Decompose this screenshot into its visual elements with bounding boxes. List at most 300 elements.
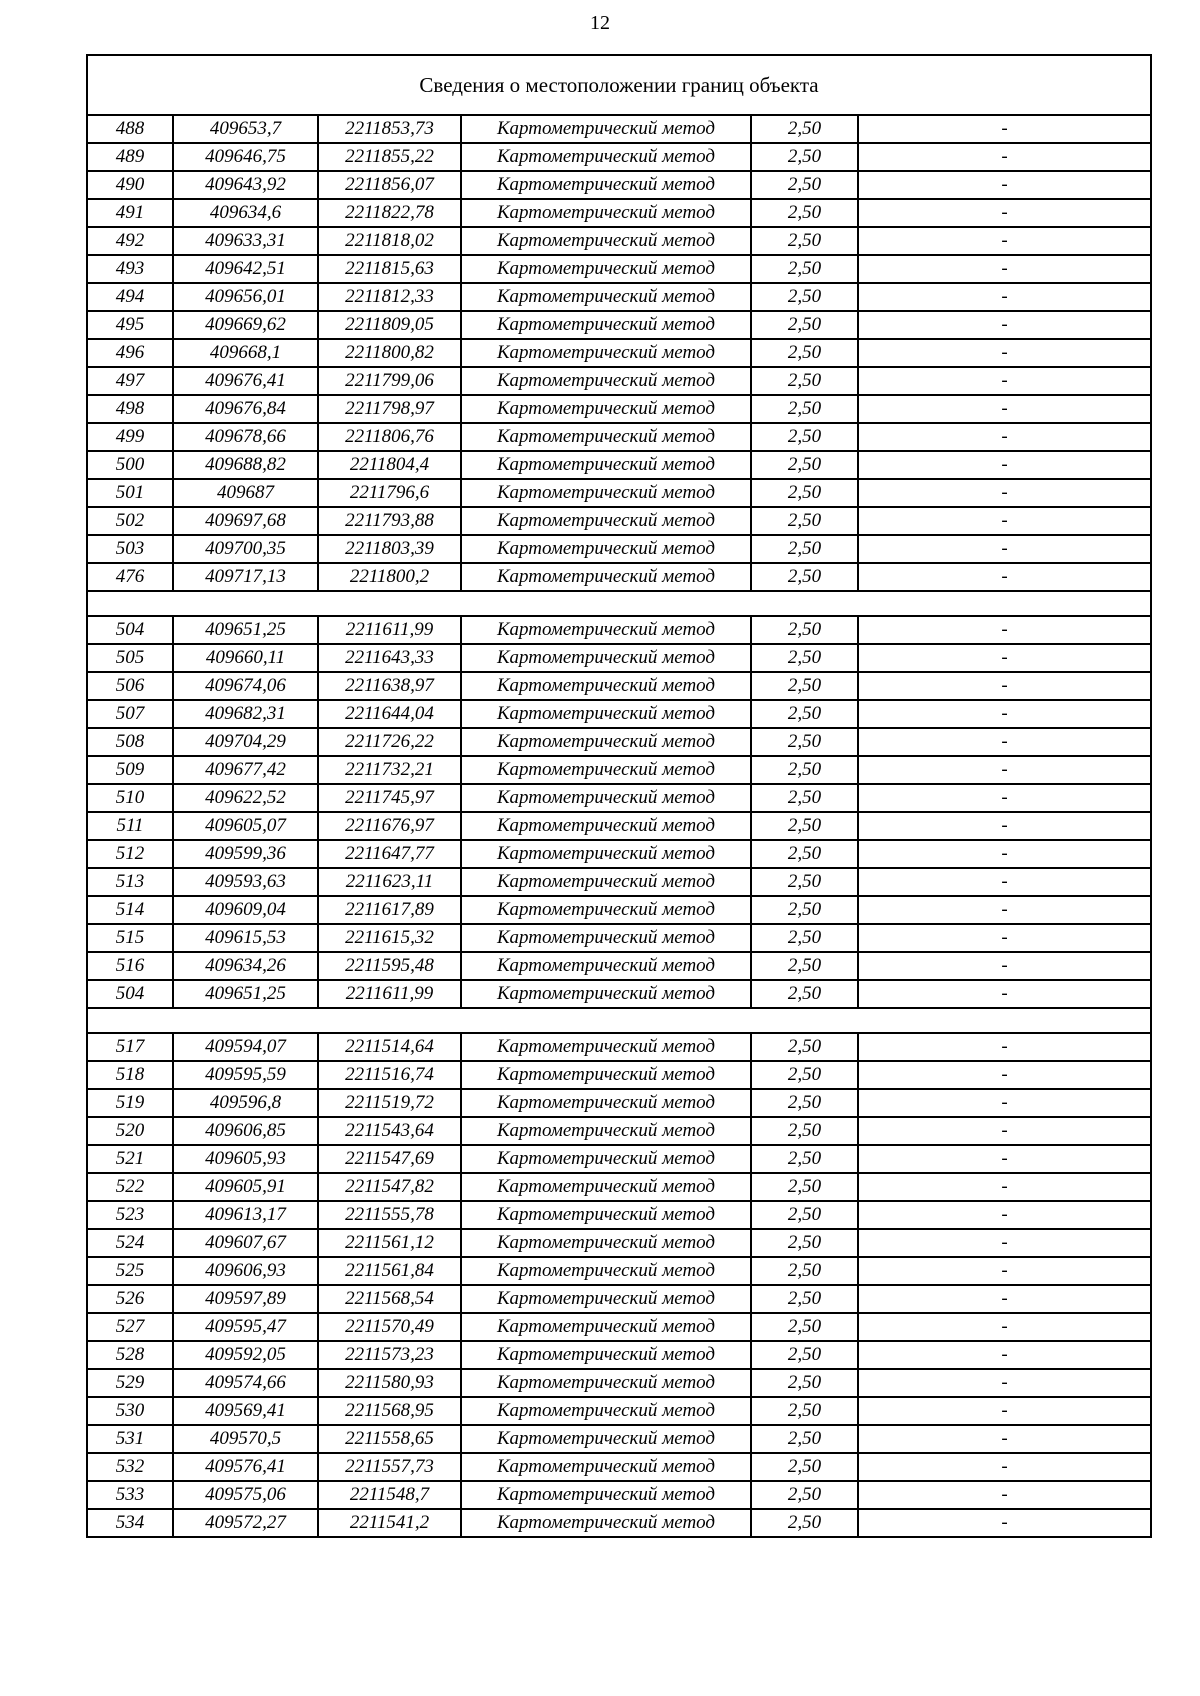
- y-coordinate-cell: 2211557,73: [318, 1453, 461, 1481]
- description-cell: -: [858, 311, 1151, 339]
- table-row: [87, 339, 1151, 367]
- accuracy-cell: 2,50: [751, 1481, 858, 1509]
- accuracy-cell: 2,50: [751, 1257, 858, 1285]
- table-row: [87, 1173, 1151, 1201]
- table-row: [87, 896, 1151, 924]
- accuracy-cell: 2,50: [751, 227, 858, 255]
- y-coordinate-cell: 2211548,7: [318, 1481, 461, 1509]
- x-coordinate-cell: 409674,06: [173, 672, 318, 700]
- description-cell: -: [858, 868, 1151, 896]
- y-coordinate-cell: 2211617,89: [318, 896, 461, 924]
- accuracy-cell: 2,50: [751, 1145, 858, 1173]
- method-cell: Картометрический метод: [461, 535, 751, 563]
- accuracy-cell: 2,50: [751, 367, 858, 395]
- description-cell: -: [858, 1369, 1151, 1397]
- table-row: [87, 451, 1151, 479]
- description-cell: -: [858, 1313, 1151, 1341]
- accuracy-cell: 2,50: [751, 115, 858, 143]
- method-cell: Картометрический метод: [461, 924, 751, 952]
- description-cell: -: [858, 367, 1151, 395]
- group-separator-cell: [87, 1008, 1151, 1033]
- accuracy-cell: 2,50: [751, 507, 858, 535]
- table-row: [87, 1089, 1151, 1117]
- description-cell: -: [858, 616, 1151, 644]
- description-cell: -: [858, 479, 1151, 507]
- x-coordinate-cell: 409576,41: [173, 1453, 318, 1481]
- y-coordinate-cell: 2211638,97: [318, 672, 461, 700]
- method-cell: Картометрический метод: [461, 1201, 751, 1229]
- table-row: [87, 1257, 1151, 1285]
- description-cell: -: [858, 199, 1151, 227]
- point-number-cell: 496: [87, 339, 173, 367]
- description-cell: -: [858, 1425, 1151, 1453]
- accuracy-cell: 2,50: [751, 756, 858, 784]
- point-number-cell: 518: [87, 1061, 173, 1089]
- table-row: [87, 700, 1151, 728]
- y-coordinate-cell: 2211796,6: [318, 479, 461, 507]
- table-row: [87, 1341, 1151, 1369]
- accuracy-cell: 2,50: [751, 1341, 858, 1369]
- table-row: [87, 1313, 1151, 1341]
- method-cell: Картометрический метод: [461, 1173, 751, 1201]
- accuracy-cell: 2,50: [751, 1313, 858, 1341]
- method-cell: Картометрический метод: [461, 952, 751, 980]
- table-row: [87, 1229, 1151, 1257]
- table-row: [87, 840, 1151, 868]
- method-cell: Картометрический метод: [461, 1285, 751, 1313]
- table-row: [87, 143, 1151, 171]
- x-coordinate-cell: 409605,93: [173, 1145, 318, 1173]
- accuracy-cell: 2,50: [751, 479, 858, 507]
- method-cell: Картометрический метод: [461, 672, 751, 700]
- point-number-cell: 489: [87, 143, 173, 171]
- point-number-cell: 499: [87, 423, 173, 451]
- table-row: [87, 563, 1151, 591]
- method-cell: Картометрический метод: [461, 115, 751, 143]
- y-coordinate-cell: 2211800,82: [318, 339, 461, 367]
- method-cell: Картометрический метод: [461, 1033, 751, 1061]
- accuracy-cell: 2,50: [751, 924, 858, 952]
- x-coordinate-cell: 409605,91: [173, 1173, 318, 1201]
- point-number-cell: 500: [87, 451, 173, 479]
- point-number-cell: 510: [87, 784, 173, 812]
- method-cell: Картометрический метод: [461, 700, 751, 728]
- accuracy-cell: 2,50: [751, 1033, 858, 1061]
- point-number-cell: 504: [87, 616, 173, 644]
- description-cell: -: [858, 1481, 1151, 1509]
- method-cell: Картометрический метод: [461, 896, 751, 924]
- point-number-cell: 490: [87, 171, 173, 199]
- x-coordinate-cell: 409651,25: [173, 616, 318, 644]
- point-number-cell: 530: [87, 1397, 173, 1425]
- accuracy-cell: 2,50: [751, 143, 858, 171]
- x-coordinate-cell: 409688,82: [173, 451, 318, 479]
- y-coordinate-cell: 2211856,07: [318, 171, 461, 199]
- method-cell: Картометрический метод: [461, 616, 751, 644]
- table-row: [87, 868, 1151, 896]
- accuracy-cell: 2,50: [751, 1061, 858, 1089]
- y-coordinate-cell: 2211561,84: [318, 1257, 461, 1285]
- accuracy-cell: 2,50: [751, 171, 858, 199]
- accuracy-cell: 2,50: [751, 535, 858, 563]
- table-row: [87, 283, 1151, 311]
- accuracy-cell: 2,50: [751, 952, 858, 980]
- y-coordinate-cell: 2211570,49: [318, 1313, 461, 1341]
- y-coordinate-cell: 2211644,04: [318, 700, 461, 728]
- method-cell: Картометрический метод: [461, 283, 751, 311]
- description-cell: -: [858, 1033, 1151, 1061]
- point-number-cell: 520: [87, 1117, 173, 1145]
- description-cell: -: [858, 423, 1151, 451]
- method-cell: Картометрический метод: [461, 507, 751, 535]
- x-coordinate-cell: 409642,51: [173, 255, 318, 283]
- point-number-cell: 507: [87, 700, 173, 728]
- y-coordinate-cell: 2211818,02: [318, 227, 461, 255]
- table-row: [87, 227, 1151, 255]
- accuracy-cell: 2,50: [751, 1509, 858, 1537]
- method-cell: Картометрический метод: [461, 980, 751, 1008]
- x-coordinate-cell: 409697,68: [173, 507, 318, 535]
- table-row: [87, 1369, 1151, 1397]
- point-number-cell: 525: [87, 1257, 173, 1285]
- method-cell: Картометрический метод: [461, 1397, 751, 1425]
- y-coordinate-cell: 2211853,73: [318, 115, 461, 143]
- description-cell: -: [858, 1509, 1151, 1537]
- x-coordinate-cell: 409606,85: [173, 1117, 318, 1145]
- description-cell: -: [858, 812, 1151, 840]
- y-coordinate-cell: 2211800,2: [318, 563, 461, 591]
- point-number-cell: 498: [87, 395, 173, 423]
- accuracy-cell: 2,50: [751, 644, 858, 672]
- y-coordinate-cell: 2211647,77: [318, 840, 461, 868]
- method-cell: Картометрический метод: [461, 199, 751, 227]
- table-row: [87, 1453, 1151, 1481]
- accuracy-cell: 2,50: [751, 616, 858, 644]
- x-coordinate-cell: 409653,7: [173, 115, 318, 143]
- method-cell: Картометрический метод: [461, 1369, 751, 1397]
- y-coordinate-cell: 2211726,22: [318, 728, 461, 756]
- accuracy-cell: 2,50: [751, 784, 858, 812]
- description-cell: -: [858, 1453, 1151, 1481]
- point-number-cell: 527: [87, 1313, 173, 1341]
- y-coordinate-cell: 2211676,97: [318, 812, 461, 840]
- y-coordinate-cell: 2211568,95: [318, 1397, 461, 1425]
- description-cell: -: [858, 1145, 1151, 1173]
- y-coordinate-cell: 2211803,39: [318, 535, 461, 563]
- method-cell: Картометрический метод: [461, 367, 751, 395]
- accuracy-cell: 2,50: [751, 896, 858, 924]
- y-coordinate-cell: 2211798,97: [318, 395, 461, 423]
- accuracy-cell: 2,50: [751, 1453, 858, 1481]
- table-row: [87, 1033, 1151, 1061]
- description-cell: -: [858, 535, 1151, 563]
- y-coordinate-cell: 2211799,06: [318, 367, 461, 395]
- x-coordinate-cell: 409676,41: [173, 367, 318, 395]
- y-coordinate-cell: 2211595,48: [318, 952, 461, 980]
- method-cell: Картометрический метод: [461, 423, 751, 451]
- description-cell: -: [858, 952, 1151, 980]
- method-cell: Картометрический метод: [461, 756, 751, 784]
- description-cell: -: [858, 171, 1151, 199]
- point-number-cell: 492: [87, 227, 173, 255]
- y-coordinate-cell: 2211514,64: [318, 1033, 461, 1061]
- accuracy-cell: 2,50: [751, 728, 858, 756]
- point-number-cell: 522: [87, 1173, 173, 1201]
- method-cell: Картометрический метод: [461, 143, 751, 171]
- x-coordinate-cell: 409570,5: [173, 1425, 318, 1453]
- accuracy-cell: 2,50: [751, 255, 858, 283]
- y-coordinate-cell: 2211547,82: [318, 1173, 461, 1201]
- x-coordinate-cell: 409676,84: [173, 395, 318, 423]
- point-number-cell: 495: [87, 311, 173, 339]
- point-number-cell: 511: [87, 812, 173, 840]
- y-coordinate-cell: 2211580,93: [318, 1369, 461, 1397]
- x-coordinate-cell: 409596,8: [173, 1089, 318, 1117]
- method-cell: Картометрический метод: [461, 1117, 751, 1145]
- accuracy-cell: 2,50: [751, 980, 858, 1008]
- method-cell: Картометрический метод: [461, 784, 751, 812]
- method-cell: Картометрический метод: [461, 451, 751, 479]
- table-row: [87, 115, 1151, 143]
- table-row: [87, 1425, 1151, 1453]
- description-cell: -: [858, 227, 1151, 255]
- description-cell: -: [858, 1341, 1151, 1369]
- point-number-cell: 512: [87, 840, 173, 868]
- y-coordinate-cell: 2211558,65: [318, 1425, 461, 1453]
- table-row: [87, 1145, 1151, 1173]
- accuracy-cell: 2,50: [751, 423, 858, 451]
- x-coordinate-cell: 409613,17: [173, 1201, 318, 1229]
- method-cell: Картометрический метод: [461, 840, 751, 868]
- point-number-cell: 523: [87, 1201, 173, 1229]
- description-cell: -: [858, 1285, 1151, 1313]
- x-coordinate-cell: 409668,1: [173, 339, 318, 367]
- y-coordinate-cell: 2211555,78: [318, 1201, 461, 1229]
- description-cell: -: [858, 451, 1151, 479]
- accuracy-cell: 2,50: [751, 840, 858, 868]
- y-coordinate-cell: 2211855,22: [318, 143, 461, 171]
- y-coordinate-cell: 2211611,99: [318, 980, 461, 1008]
- y-coordinate-cell: 2211793,88: [318, 507, 461, 535]
- boundary-coordinates-table: [86, 54, 1152, 1538]
- method-cell: Картометрический метод: [461, 1453, 751, 1481]
- table-row: [87, 1201, 1151, 1229]
- x-coordinate-cell: 409575,06: [173, 1481, 318, 1509]
- point-number-cell: 476: [87, 563, 173, 591]
- description-cell: -: [858, 1229, 1151, 1257]
- method-cell: Картометрический метод: [461, 1145, 751, 1173]
- x-coordinate-cell: 409609,04: [173, 896, 318, 924]
- table-row: [87, 535, 1151, 563]
- table-row: [87, 756, 1151, 784]
- x-coordinate-cell: 409572,27: [173, 1509, 318, 1537]
- point-number-cell: 502: [87, 507, 173, 535]
- description-cell: -: [858, 980, 1151, 1008]
- point-number-cell: 497: [87, 367, 173, 395]
- accuracy-cell: 2,50: [751, 563, 858, 591]
- group-separator-cell: [87, 591, 1151, 616]
- method-cell: Картометрический метод: [461, 1509, 751, 1537]
- description-cell: -: [858, 1397, 1151, 1425]
- description-cell: -: [858, 283, 1151, 311]
- accuracy-cell: 2,50: [751, 199, 858, 227]
- method-cell: Картометрический метод: [461, 479, 751, 507]
- x-coordinate-cell: 409656,01: [173, 283, 318, 311]
- x-coordinate-cell: 409594,07: [173, 1033, 318, 1061]
- description-cell: -: [858, 1201, 1151, 1229]
- table-row: [87, 507, 1151, 535]
- table-row: [87, 616, 1151, 644]
- table-row: [87, 1061, 1151, 1089]
- description-cell: -: [858, 728, 1151, 756]
- x-coordinate-cell: 409599,36: [173, 840, 318, 868]
- x-coordinate-cell: 409700,35: [173, 535, 318, 563]
- point-number-cell: 531: [87, 1425, 173, 1453]
- table-row: [87, 255, 1151, 283]
- accuracy-cell: 2,50: [751, 868, 858, 896]
- description-cell: -: [858, 1257, 1151, 1285]
- description-cell: -: [858, 143, 1151, 171]
- table-row: [87, 199, 1151, 227]
- y-coordinate-cell: 2211643,33: [318, 644, 461, 672]
- accuracy-cell: 2,50: [751, 812, 858, 840]
- table-title-row: [87, 55, 1151, 115]
- x-coordinate-cell: 409669,62: [173, 311, 318, 339]
- x-coordinate-cell: 409607,67: [173, 1229, 318, 1257]
- y-coordinate-cell: 2211804,4: [318, 451, 461, 479]
- point-number-cell: 506: [87, 672, 173, 700]
- y-coordinate-cell: 2211623,11: [318, 868, 461, 896]
- table-row: [87, 1117, 1151, 1145]
- x-coordinate-cell: 409651,25: [173, 980, 318, 1008]
- accuracy-cell: 2,50: [751, 1397, 858, 1425]
- description-cell: -: [858, 924, 1151, 952]
- table-row: [87, 1509, 1151, 1537]
- method-cell: Картометрический метод: [461, 868, 751, 896]
- y-coordinate-cell: 2211543,64: [318, 1117, 461, 1145]
- point-number-cell: 505: [87, 644, 173, 672]
- table-row: [87, 728, 1151, 756]
- table-row: [87, 395, 1151, 423]
- x-coordinate-cell: 409606,93: [173, 1257, 318, 1285]
- y-coordinate-cell: 2211573,23: [318, 1341, 461, 1369]
- accuracy-cell: 2,50: [751, 339, 858, 367]
- accuracy-cell: 2,50: [751, 1173, 858, 1201]
- accuracy-cell: 2,50: [751, 1285, 858, 1313]
- point-number-cell: 529: [87, 1369, 173, 1397]
- description-cell: -: [858, 1117, 1151, 1145]
- accuracy-cell: 2,50: [751, 700, 858, 728]
- method-cell: Картометрический метод: [461, 1061, 751, 1089]
- accuracy-cell: 2,50: [751, 311, 858, 339]
- y-coordinate-cell: 2211615,32: [318, 924, 461, 952]
- y-coordinate-cell: 2211561,12: [318, 1229, 461, 1257]
- description-cell: -: [858, 115, 1151, 143]
- y-coordinate-cell: 2211516,74: [318, 1061, 461, 1089]
- method-cell: Картометрический метод: [461, 812, 751, 840]
- table-row: [87, 1397, 1151, 1425]
- method-cell: Картометрический метод: [461, 1425, 751, 1453]
- x-coordinate-cell: 409633,31: [173, 227, 318, 255]
- table-row: [87, 952, 1151, 980]
- x-coordinate-cell: 409678,66: [173, 423, 318, 451]
- description-cell: -: [858, 784, 1151, 812]
- group-separator-row: [87, 1008, 1151, 1033]
- accuracy-cell: 2,50: [751, 672, 858, 700]
- description-cell: -: [858, 672, 1151, 700]
- x-coordinate-cell: 409717,13: [173, 563, 318, 591]
- table-title: Сведения о местоположении границ объекта: [87, 55, 1151, 115]
- x-coordinate-cell: 409677,42: [173, 756, 318, 784]
- y-coordinate-cell: 2211568,54: [318, 1285, 461, 1313]
- page-number: 12: [590, 12, 610, 34]
- method-cell: Картометрический метод: [461, 171, 751, 199]
- point-number-cell: 508: [87, 728, 173, 756]
- method-cell: Картометрический метод: [461, 395, 751, 423]
- point-number-cell: 513: [87, 868, 173, 896]
- accuracy-cell: 2,50: [751, 1201, 858, 1229]
- method-cell: Картометрический метод: [461, 311, 751, 339]
- table-row: [87, 980, 1151, 1008]
- point-number-cell: 521: [87, 1145, 173, 1173]
- x-coordinate-cell: 409660,11: [173, 644, 318, 672]
- point-number-cell: 528: [87, 1341, 173, 1369]
- x-coordinate-cell: 409646,75: [173, 143, 318, 171]
- accuracy-cell: 2,50: [751, 1425, 858, 1453]
- x-coordinate-cell: 409687: [173, 479, 318, 507]
- description-cell: -: [858, 644, 1151, 672]
- table-body: [87, 55, 1151, 1537]
- method-cell: Картометрический метод: [461, 255, 751, 283]
- y-coordinate-cell: 2211541,2: [318, 1509, 461, 1537]
- point-number-cell: 533: [87, 1481, 173, 1509]
- accuracy-cell: 2,50: [751, 283, 858, 311]
- y-coordinate-cell: 2211732,21: [318, 756, 461, 784]
- x-coordinate-cell: 409574,66: [173, 1369, 318, 1397]
- description-cell: -: [858, 395, 1151, 423]
- x-coordinate-cell: 409682,31: [173, 700, 318, 728]
- description-cell: -: [858, 255, 1151, 283]
- table-row: [87, 784, 1151, 812]
- point-number-cell: 516: [87, 952, 173, 980]
- point-number-cell: 491: [87, 199, 173, 227]
- x-coordinate-cell: 409622,52: [173, 784, 318, 812]
- table-row: [87, 672, 1151, 700]
- accuracy-cell: 2,50: [751, 451, 858, 479]
- method-cell: Картометрический метод: [461, 1313, 751, 1341]
- x-coordinate-cell: 409592,05: [173, 1341, 318, 1369]
- point-number-cell: 504: [87, 980, 173, 1008]
- point-number-cell: 517: [87, 1033, 173, 1061]
- description-cell: -: [858, 507, 1151, 535]
- table-row: [87, 1285, 1151, 1313]
- method-cell: Картометрический метод: [461, 644, 751, 672]
- point-number-cell: 514: [87, 896, 173, 924]
- y-coordinate-cell: 2211815,63: [318, 255, 461, 283]
- accuracy-cell: 2,50: [751, 1369, 858, 1397]
- method-cell: Картометрический метод: [461, 1341, 751, 1369]
- method-cell: Картометрический метод: [461, 1089, 751, 1117]
- method-cell: Картометрический метод: [461, 227, 751, 255]
- table-row: [87, 479, 1151, 507]
- description-cell: -: [858, 1061, 1151, 1089]
- table-row: [87, 812, 1151, 840]
- point-number-cell: 526: [87, 1285, 173, 1313]
- accuracy-cell: 2,50: [751, 1117, 858, 1145]
- point-number-cell: 515: [87, 924, 173, 952]
- description-cell: -: [858, 1089, 1151, 1117]
- method-cell: Картометрический метод: [461, 339, 751, 367]
